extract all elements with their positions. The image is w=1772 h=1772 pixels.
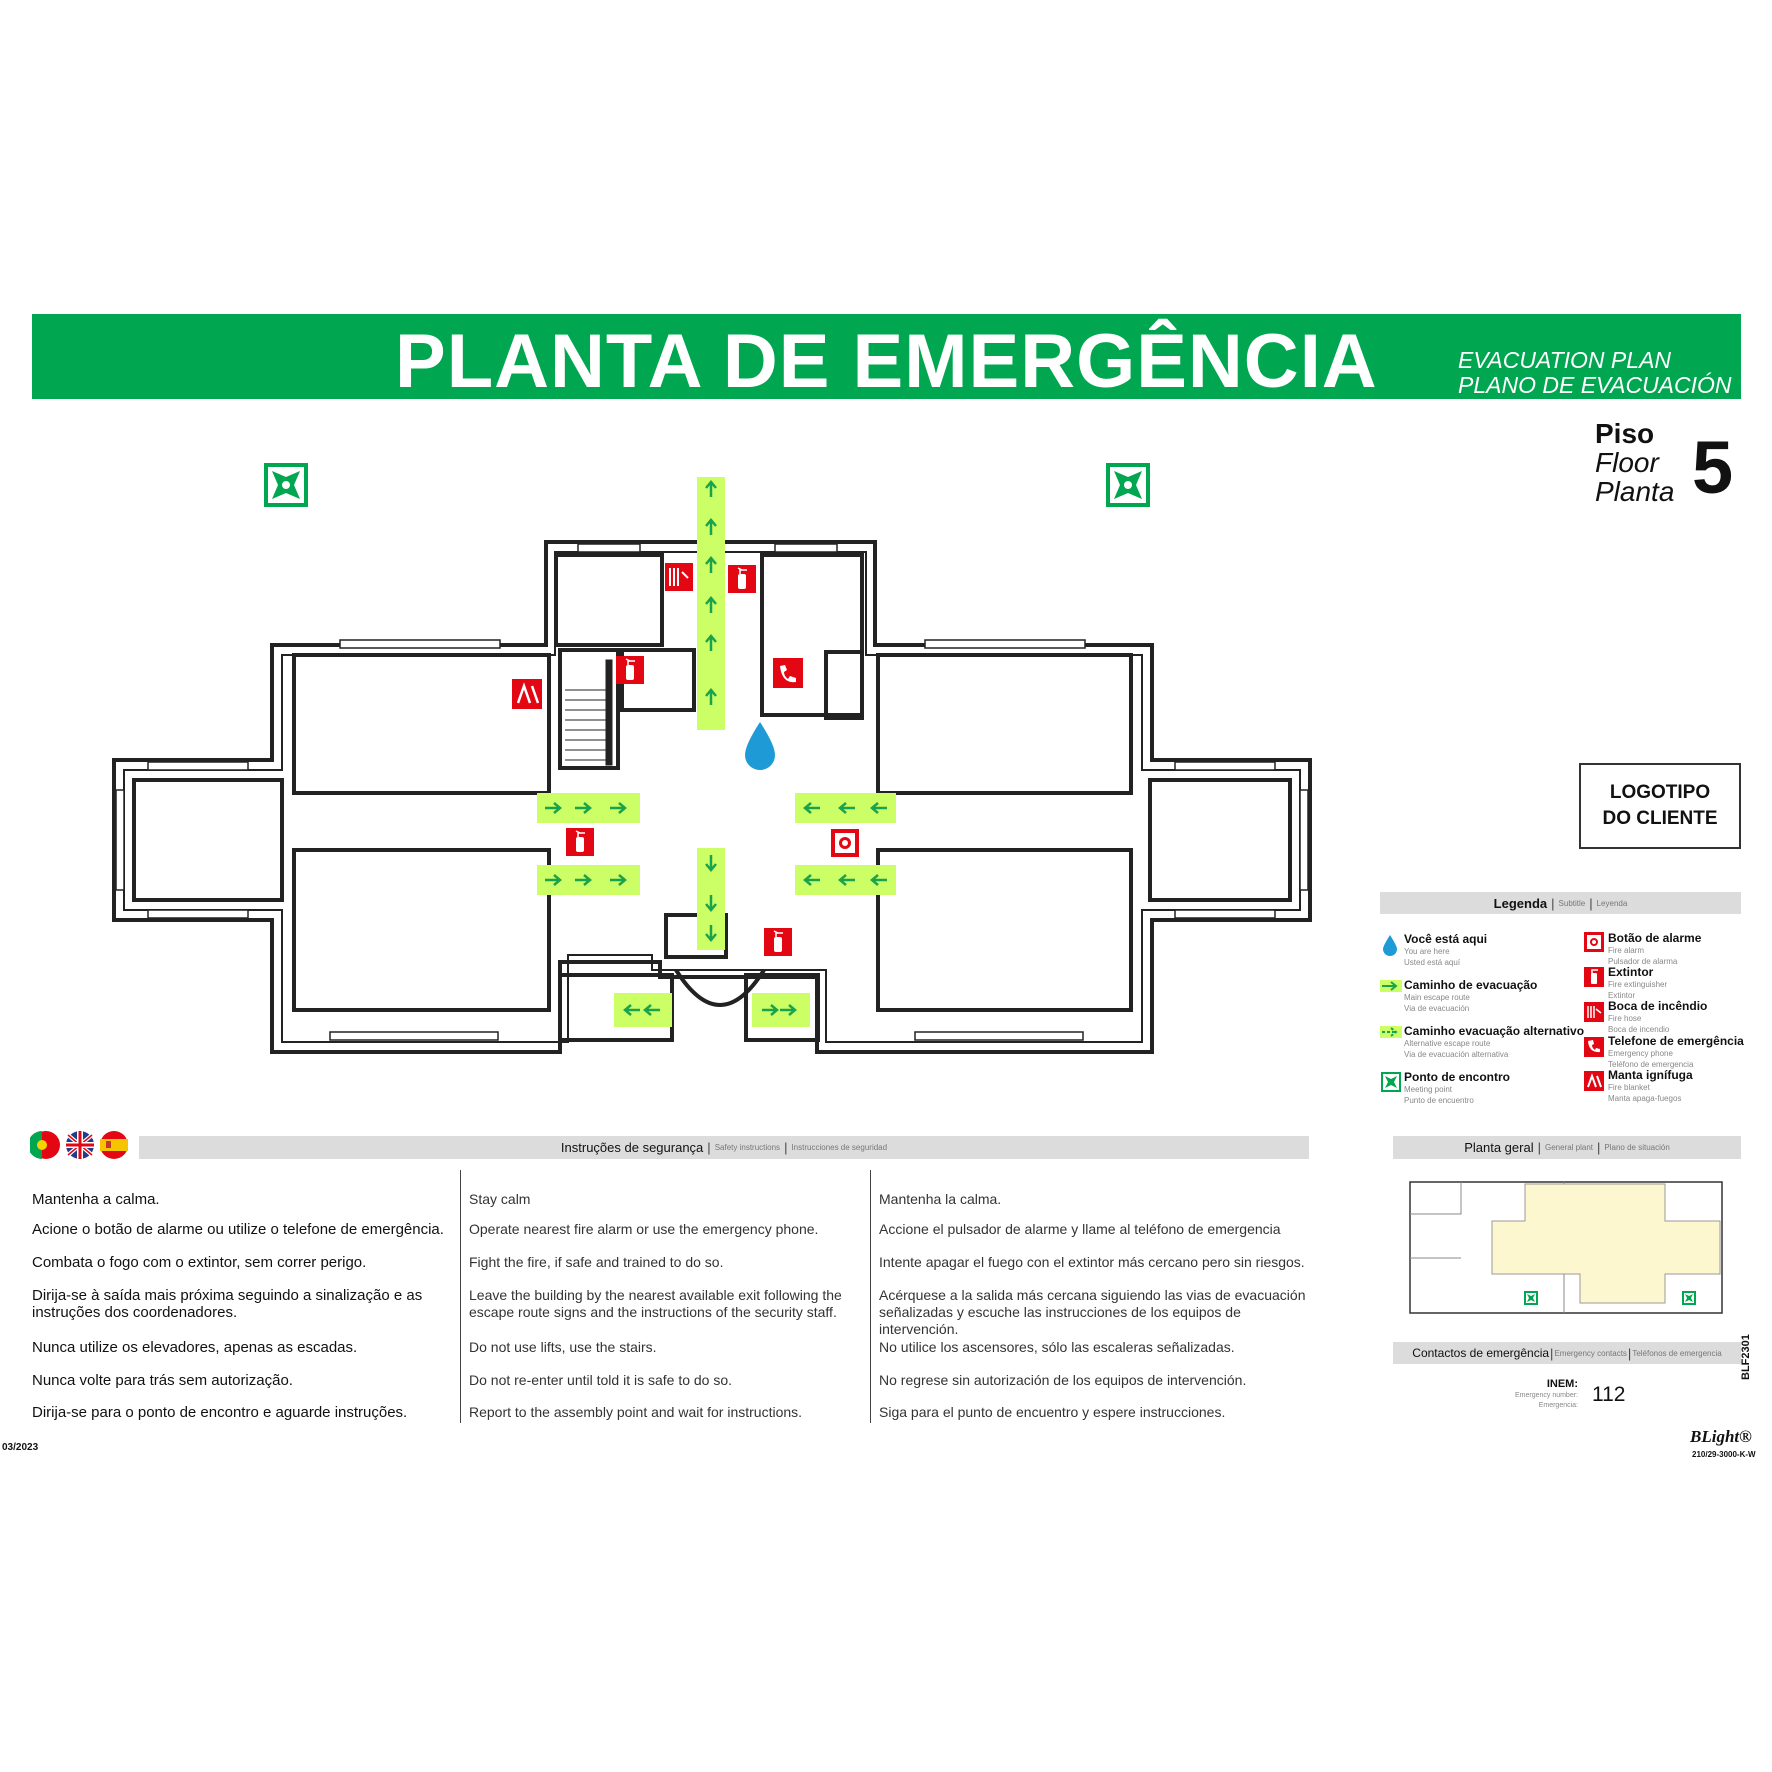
emergency-phone-icon bbox=[1584, 1037, 1604, 1057]
meeting-point-icon-right bbox=[1106, 463, 1150, 507]
general-plan-title-en: General plant bbox=[1544, 1143, 1594, 1152]
legend-item: Manta ignífuga Fire blanket Manta apaga-fuegos bbox=[1608, 1068, 1693, 1103]
legend-title: Legenda bbox=[1493, 895, 1548, 911]
instruction-es: Intente apagar el fuego con el extintor más cercano pero sin riesgos. bbox=[879, 1254, 1305, 1270]
inem-number: 112 bbox=[1592, 1383, 1626, 1406]
instruction-es: No regrese sin autorización de los equipos de intervención. bbox=[879, 1372, 1247, 1388]
alternative-escape-route-icon bbox=[1380, 1026, 1402, 1038]
instruction-en: Do not re-enter until told it is safe to do so. bbox=[469, 1372, 733, 1388]
legend-title-es: Leyenda bbox=[1596, 898, 1628, 908]
instruction-es: No utilice los ascensores, sólo las escaleras señalizadas. bbox=[879, 1339, 1235, 1355]
general-plan-header: Planta geral | General plant | Plano de situación bbox=[1393, 1136, 1741, 1159]
instructions-table bbox=[0, 1183, 1330, 1433]
spain-flag-icon bbox=[100, 1131, 128, 1159]
meeting-point-icon bbox=[1381, 1072, 1401, 1092]
instruction-pt: Dirija-se para o ponto de encontro e aguarde instruções. bbox=[32, 1404, 408, 1421]
client-logo-line1: LOGOTIPO bbox=[1609, 782, 1711, 803]
main-escape-route-icon bbox=[1380, 980, 1402, 992]
legend-item: Caminho evacuação alternativo Alternative escape route Via de evacuación alternativa bbox=[1404, 1024, 1585, 1059]
fire-alarm-icon bbox=[831, 829, 859, 857]
floor-label-es: Planta bbox=[1595, 476, 1675, 507]
legend-item: Telefone de emergência Emergency phone Teléfono de emergencia bbox=[1608, 1034, 1744, 1069]
instruction-en: Do not use lifts, use the stairs. bbox=[469, 1339, 657, 1355]
fire-extinguisher-icon bbox=[1584, 967, 1604, 987]
title-subtitle-es: PLANO DE EVACUACIÓN bbox=[1458, 372, 1732, 398]
inem-label-en: Emergency number: bbox=[1514, 1392, 1578, 1399]
fire-extinguisher-icon bbox=[728, 565, 756, 593]
fire-blanket-icon bbox=[1584, 1071, 1604, 1091]
fire-alarm-icon bbox=[1584, 932, 1604, 952]
legend-header: Legenda | Subtitle | Leyenda bbox=[1380, 892, 1741, 914]
portugal-flag-icon bbox=[30, 1131, 60, 1159]
stairs bbox=[565, 660, 612, 765]
general-plan-map bbox=[1409, 1181, 1724, 1315]
instruction-pt: Combata o fogo com o extintor, sem correr perigo. bbox=[32, 1254, 367, 1271]
legend-item: Você está aqui You are here Usted está aquí bbox=[1404, 932, 1488, 967]
issue-date: 03/2023 bbox=[2, 1442, 39, 1453]
meeting-point-icon-left bbox=[264, 463, 308, 507]
legend-list bbox=[1380, 930, 1744, 1110]
instruction-pt: Mantenha a calma. bbox=[32, 1191, 160, 1208]
fire-hose-icon bbox=[1584, 1002, 1604, 1022]
instruction-en: Report to the assembly point and wait for instructions. bbox=[469, 1404, 803, 1420]
page-title: PLANTA DE EMERGÊNCIA bbox=[395, 319, 1378, 404]
fire-blanket-icon bbox=[512, 679, 542, 709]
fire-extinguisher-icon bbox=[764, 928, 792, 956]
inem-label-es: Emergencia: bbox=[1538, 1402, 1578, 1409]
title-subtitle-en: EVACUATION PLAN bbox=[1458, 347, 1672, 373]
floor-label-en: Floor bbox=[1595, 447, 1659, 478]
floor-label-pt: Piso bbox=[1595, 418, 1655, 449]
instructions-title-en: Safety instructions bbox=[714, 1143, 781, 1152]
fire-hose-icon bbox=[665, 563, 693, 591]
instruction-es: Acérquese a la salida más cercana siguiendo las vias de evacuación señalizadas y escuche las instrucciones de los equipos de intervención. bbox=[879, 1287, 1306, 1337]
instruction-pt: Nunca utilize os elevadores, apenas as escadas. bbox=[32, 1339, 358, 1356]
legend-item: Botão de alarme Fire alarm Pulsador de alarma bbox=[1608, 931, 1702, 966]
meeting-point-icon bbox=[1682, 1291, 1696, 1305]
product-code: 210/29-3000-K-W bbox=[1692, 1450, 1756, 1459]
brand-logo: BLight® bbox=[1690, 1427, 1752, 1446]
instruction-es: Siga para el punto de encuentro y espere instrucciones. bbox=[879, 1404, 1226, 1420]
legend-item: Extintor Fire extinguisher Extintor bbox=[1608, 965, 1668, 1000]
general-plan-title: Planta geral bbox=[1464, 1140, 1534, 1155]
client-logo-line2: DO CLIENTE bbox=[1602, 808, 1718, 829]
instruction-pt: Nunca volte para trás sem autorização. bbox=[32, 1372, 293, 1389]
instruction-es: Accione el pulsador de alarme y llame al teléfono de emergencia bbox=[879, 1221, 1281, 1237]
inem-label: INEM: bbox=[1546, 1378, 1578, 1390]
language-flags bbox=[30, 1129, 130, 1161]
instructions-title-es: Instrucciones de seguridad bbox=[791, 1143, 888, 1152]
general-plan-title-es: Plano de situación bbox=[1604, 1143, 1670, 1152]
escape-routes bbox=[537, 477, 896, 1027]
you-are-here-icon bbox=[745, 722, 775, 770]
contacts-title: Contactos de emergência bbox=[1412, 1346, 1550, 1360]
instruction-es: Mantenha la calma. bbox=[879, 1191, 1002, 1207]
instruction-en: Leave the building by the nearest available exit following the escape route signs and the instructions of the security staff. bbox=[469, 1287, 842, 1320]
contacts-header: Contactos de emergência | Emergency contacts | Teléfonos de emergencia bbox=[1393, 1342, 1741, 1364]
fire-extinguisher-icon bbox=[616, 656, 644, 684]
emergency-phone-icon bbox=[773, 658, 803, 688]
contacts-title-en: Emergency contacts bbox=[1554, 1348, 1627, 1358]
instruction-en: Fight the fire, if safe and trained to do so. bbox=[469, 1254, 724, 1270]
floor-number: 5 bbox=[1692, 426, 1734, 509]
instruction-en: Stay calm bbox=[469, 1191, 531, 1207]
contacts-title-es: Teléfonos de emergencia bbox=[1632, 1348, 1722, 1358]
you-are-here-icon bbox=[1382, 934, 1398, 956]
instruction-pt: Dirija-se à saída mais próxima seguindo a sinalização e as instruções dos coordenadores. bbox=[32, 1287, 423, 1321]
legend-item: Ponto de encontro Meeting point Punto de encuentro bbox=[1404, 1070, 1510, 1105]
legend-item: Caminho de evacuação Main escape route Via de evacuación bbox=[1404, 978, 1538, 1013]
uk-flag-icon bbox=[66, 1131, 94, 1159]
reference-code: BLF2301 bbox=[1740, 1334, 1752, 1380]
instruction-pt: Acione o botão de alarme ou utilize o telefone de emergência. bbox=[32, 1221, 444, 1238]
instructions-title: Instruções de segurança bbox=[560, 1140, 704, 1155]
instruction-en: Operate nearest fire alarm or use the emergency phone. bbox=[469, 1221, 819, 1237]
legend-title-en: Subtitle bbox=[1558, 898, 1586, 908]
fire-extinguisher-icon bbox=[566, 828, 594, 856]
legend-item: Boca de incêndio Fire hose Boca de incendio bbox=[1608, 999, 1708, 1034]
instructions-header: Instruções de segurança | Safety instructions | Instrucciones de seguridad bbox=[139, 1136, 1309, 1159]
meeting-point-icon bbox=[1524, 1291, 1538, 1305]
